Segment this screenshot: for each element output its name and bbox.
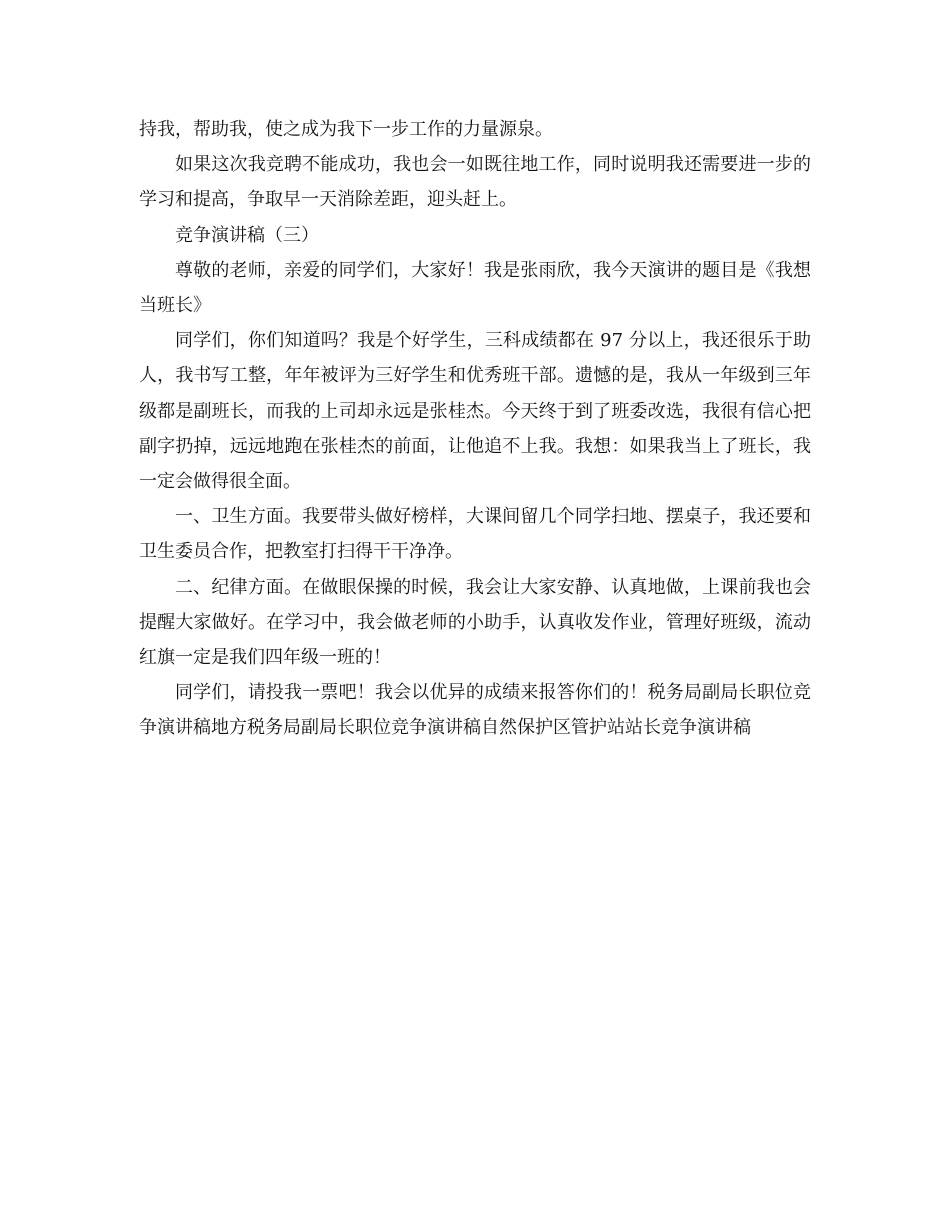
paragraph-closing: 同学们，请投我一票吧！我会以优异的成绩来报答你们的！税务局副局长职位竞争演讲稿地方税务局副局长职位竞争演讲稿自然保护区管护站站长竞争演讲稿 (139, 682, 811, 739)
document-body (139, 112, 811, 746)
paragraph-introduction: 同学们，你们知道吗？我是个好学生，三科成绩都在 97 分以上，我还很乐于助人，我书写工整，年年被评为三好学生和优秀班干部。遗憾的是，我从一年级到三年级都是副班长，而我的上司却永远是张桂杰。今天终于到了班委改选，我很有信心把副字扔掉，远远地跑在张桂杰的前面，让他追不上我。我想：如果我当上了班长，我一定会做得很全面。 (139, 330, 811, 493)
paragraph-continuation: 持我，帮助我，使之成为我下一步工作的力量源泉。 (139, 119, 553, 140)
paragraph-greeting: 尊敬的老师，亲爱的同学们，大家好！我是张雨欣，我今天演讲的题目是《我想当班长》 (139, 259, 811, 317)
paragraph-if-not-successful: 如果这次我竞聘不能成功，我也会一如既往地工作，同时说明我还需要进一步的学习和提高，争取早一天消除差距，迎头赶上。 (139, 154, 811, 211)
section-heading: 竞争演讲稿（三） (175, 224, 319, 246)
paragraph-hygiene: 一、卫生方面。我要带头做好榜样，大课间留几个同学扫地、摆桌子，我还要和卫生委员合作，把教室打扫得干干净净。 (139, 506, 811, 563)
paragraph-discipline: 二、纪律方面。在做眼保操的时候，我会让大家安静、认真地做，上课前我也会提醒大家做好。在学习中，我会做老师的小助手，认真收发作业，管理好班级，流动红旗一定是我们四年级一班的！ (139, 576, 811, 669)
